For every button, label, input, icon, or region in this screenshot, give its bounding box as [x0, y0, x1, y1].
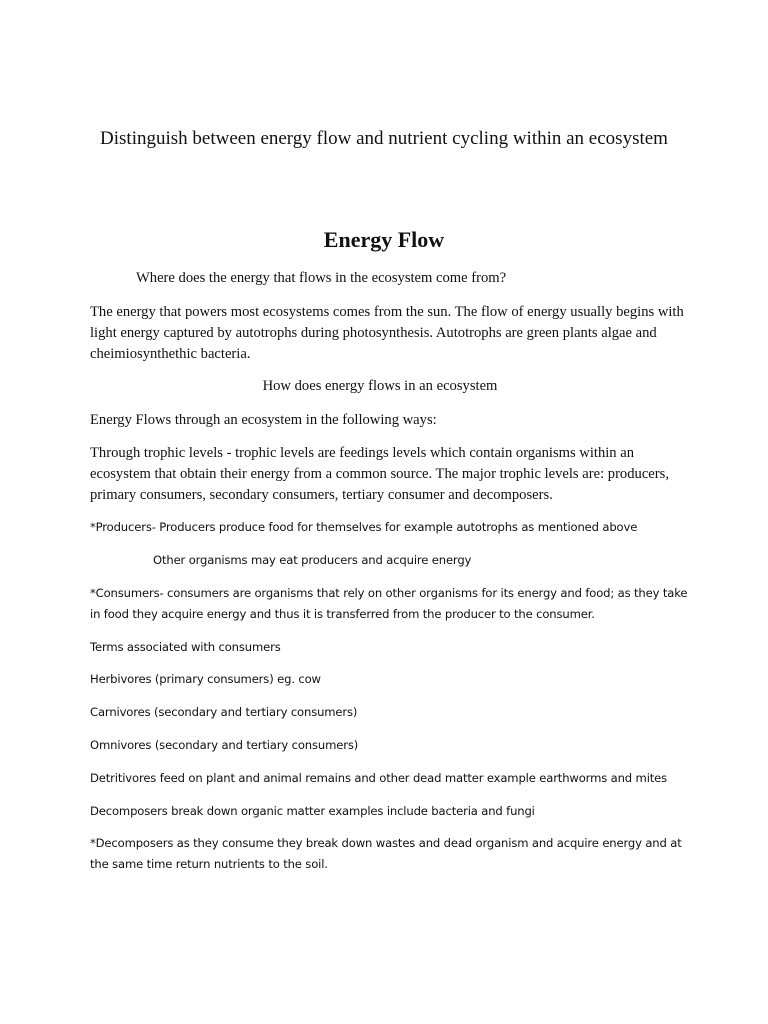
consumers-text: *Consumers- consumers are organisms that rely on other organisms for its energy and food; as they take in food they acquire energy and thus it is transferred from the producer to the consumer. [90, 586, 688, 621]
decomposers-definition: Decomposers break down organic matter examples include bacteria and fungi [90, 804, 535, 818]
producers-note: Other organisms may eat producers and acquire energy [153, 553, 472, 567]
detritivores-text: Detritivores feed on plant and animal remains and other dead matter example earthworms and mites [90, 771, 668, 785]
paragraph-flow-ways: Energy Flows through an ecosystem in the following ways: [90, 412, 437, 428]
paragraph-energy-source: The energy that powers most ecosystems comes from the sun. The flow of energy usually begins with light energy captured by autotrophs during photosynthesis. Autotrophs are green plants algae and cheimiosynthethic bacteria. [90, 304, 684, 362]
document-title: Distinguish between energy flow and nutrient cycling within an ecosystem [100, 128, 668, 149]
producers-text: *Producers- Producers produce food for themselves for example autotrophs as mentioned above [90, 520, 638, 534]
question-energy-source: Where does the energy that flows in the ecosystem come from? [136, 270, 507, 286]
section-heading: Energy Flow [323, 227, 445, 252]
omnivores-text: Omnivores (secondary and tertiary consumers) [90, 738, 359, 752]
decomposers-note: *Decomposers as they consume they break down wastes and dead organism and acquire energy and at the same time return nutrients to the soil. [90, 836, 682, 871]
paragraph-trophic-levels: Through trophic levels - trophic levels are feedings levels which contain organisms within an ecosystem that obtain their energy from a common source. The major trophic levels are: producers, primary consumers, secondary consumers, tertiary consumer and decomposers. [90, 445, 669, 503]
carnivores-text: Carnivores (secondary and tertiary consumers) [90, 705, 358, 719]
question-energy-flow: How does energy flows in an ecosystem [262, 378, 498, 394]
terms-heading: Terms associated with consumers [90, 640, 281, 654]
herbivores-text: Herbivores (primary consumers) eg. cow [90, 672, 321, 686]
